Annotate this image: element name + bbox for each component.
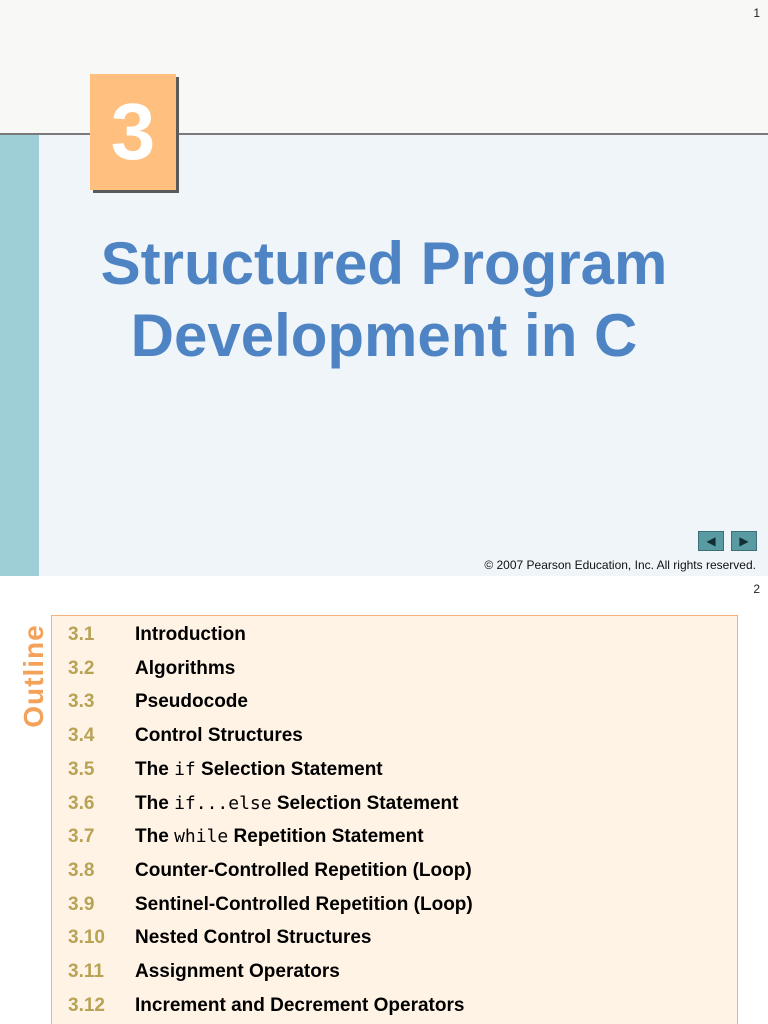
title-text: Sentinel-Controlled Repetition (Loop) [135,893,473,915]
next-slide-button[interactable] [731,531,757,551]
title-text: The [135,758,175,780]
title-text: Nested Control Structures [135,927,372,949]
toc-section-number: 3.11 [68,961,104,982]
toc-section-title [135,759,383,781]
toc-section-number: 3.3 [68,691,95,713]
toc-section-title [135,995,464,1017]
copyright-notice: © 2007 Pearson Education, Inc. All rights reserved. [484,558,756,572]
toc-section-number: 3.12 [68,994,105,1016]
toc-section-number: 3.4 [68,725,95,747]
title-text: Algorithms [135,657,236,679]
toc-section-title [135,927,371,949]
toc-section-title [135,894,473,916]
toc-section-title [135,961,340,983]
previous-slide-button[interactable] [698,531,724,551]
outline-label: Outline [18,624,49,728]
toc-section-number: 3.5 [68,758,95,780]
toc-section-number: 3.9 [68,893,95,915]
page-number: 2 [753,582,760,596]
title-line: Development in C [130,302,638,369]
toc-section-title [135,691,248,713]
toc-section-title [135,826,424,848]
toc-section-number: 3.2 [68,657,95,679]
toc-section-number: 3.10 [68,927,105,949]
title-text: Repetition Statement [228,826,424,848]
title-text: Control Structures [135,725,303,747]
title-line: Structured Program [100,230,668,297]
code-keyword: if...else [174,792,272,814]
toc-section-title [135,793,459,815]
toc-section-title [135,725,303,747]
title-text: Assignment Operators [135,961,340,982]
toc-section-title [135,624,246,646]
code-keyword: while [174,826,229,848]
title-text: Introduction [135,624,246,645]
title-text: Pseudocode [135,691,248,713]
toc-section-title [135,658,235,680]
title-text: The [135,792,175,814]
triangle-right-icon: ▶ [739,534,749,548]
toc-section-number: 3.1 [68,624,95,645]
toc-section-number: 3.7 [68,826,95,848]
toc-section-number: 3.6 [68,792,95,814]
toc-section-number: 3.8 [68,859,95,881]
slide-title [39,228,729,372]
triangle-left-icon: ◀ [706,534,716,548]
chapter-number-badge: 3 [90,74,176,190]
title-text: Selection Statement [271,792,459,814]
outline-slide [0,576,768,1024]
outline-box [51,615,738,1024]
toc-section-title [135,860,472,882]
title-text: The [135,826,175,848]
page-number: 1 [753,6,760,20]
left-sidebar-stripe [0,135,39,576]
title-text: Counter-Controlled Repetition (Loop) [135,859,472,881]
code-keyword: if [174,758,196,780]
title-text: Increment and Decrement Operators [135,994,465,1016]
title-text: Selection Statement [195,758,383,780]
